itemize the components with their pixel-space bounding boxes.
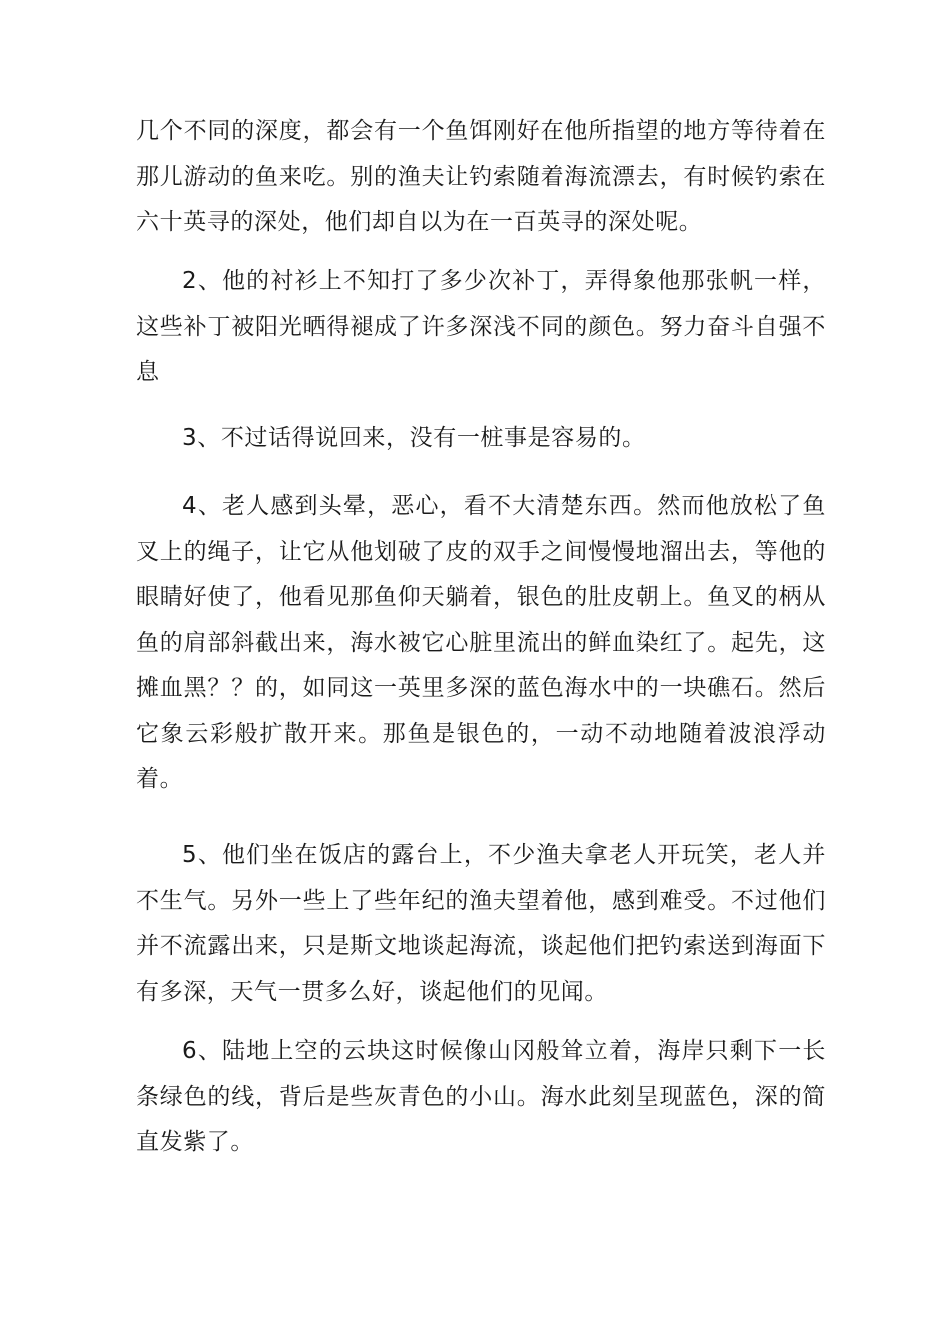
paragraph-5: 5、他们坐在饭店的露台上，不少渔夫拿老人开玩笑，老人并不生气。另外一些上了些年纪的渔夫望着他，感到难受。不过他们并不流露出来，只是斯文地谈起海流，谈起他们把钓索送到海面下有多深，天气一贯多么好，谈起他们的见闻。 [136,842,826,1005]
paragraph-4: 4、老人感到头晕，恶心，看不大清楚东西。然而他放松了鱼叉上的绳子，让它从他划破了皮的双手之间慢慢地溜出去，等他的眼睛好使了，他看见那鱼仰天躺着，银色的肚皮朝上。鱼叉的柄从鱼的肩部斜截出来，海水被它心脏里流出的鲜血染红了。起先，这摊血黑？？的，如同这一英里多深的蓝色海水中的一块礁石。然后它象云彩般扩散开来。那鱼是银色的，一动不动地随着波浪浮动着。 [136,493,826,792]
paragraph-2: 2、他的衬衫上不知打了多少次补丁，弄得象他那张帆一样，这些补丁被阳光晒得褪成了许多深浅不同的颜色。努力奋斗自强不息 [136,268,826,385]
paragraph-continued: 几个不同的深度，都会有一个鱼饵刚好在他所指望的地方等待着在那儿游动的鱼来吃。别的渔夫让钓索随着海流漂去，有时候钓索在六十英寻的深处，他们却自以为在一百英寻的深处呢。 [136,118,826,235]
paragraph-6: 6、陆地上空的云块这时候像山冈般耸立着，海岸只剩下一长条绿色的线，背后是些灰青色的小山。海水此刻呈现蓝色，深的简直发紫了。 [136,1038,826,1155]
paragraph-3: 3、不过话得说回来，没有一桩事是容易的。 [182,425,646,451]
